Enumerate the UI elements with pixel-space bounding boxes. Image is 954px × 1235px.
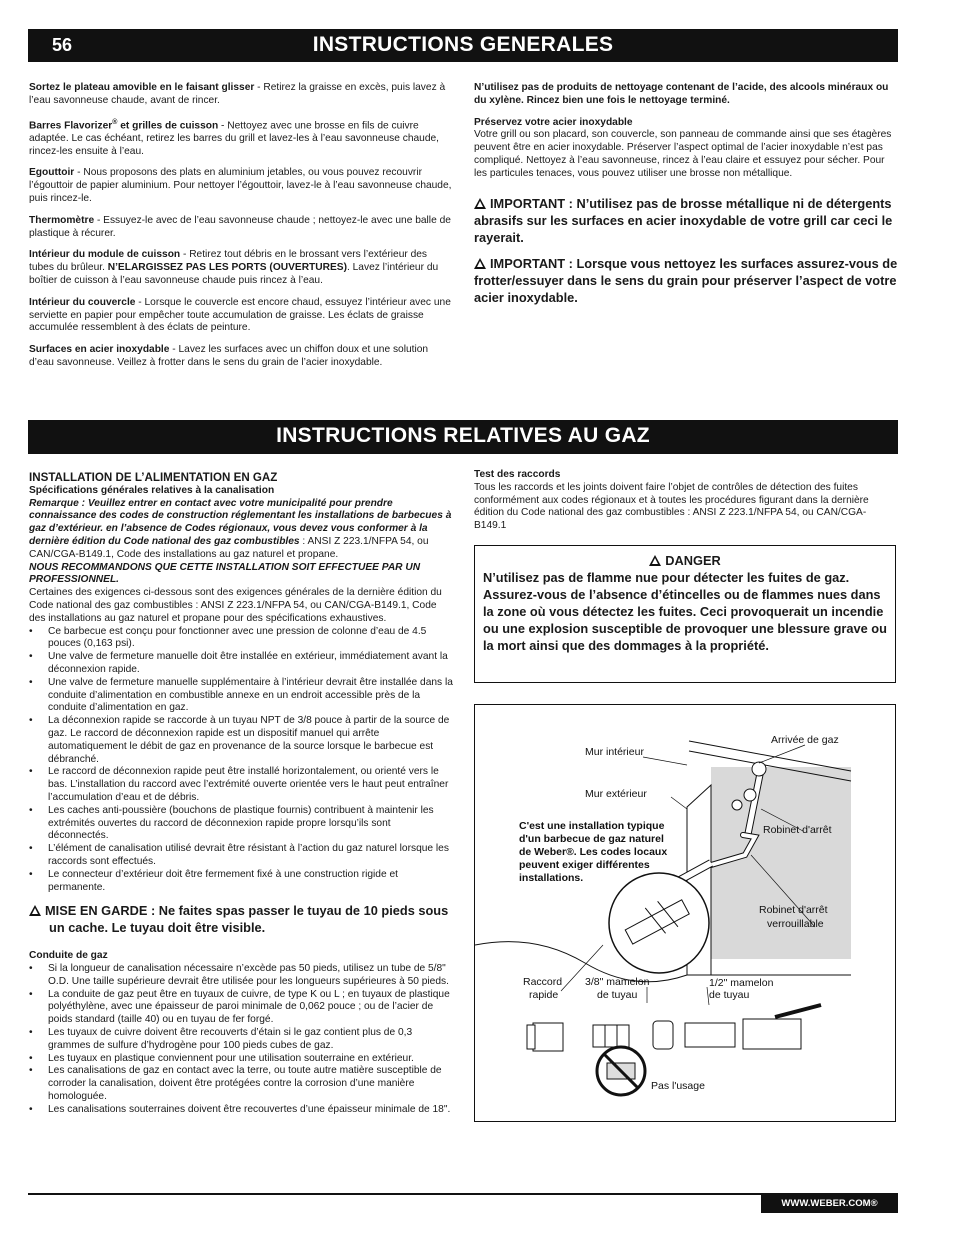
paragraph-tray: Sortez le plateau amovible en le faisant glisser - Retirez la graisse en excès, puis lavez à l’eau savonneuse chaude, avant de rincer. [29, 82, 446, 106]
svg-text:de Weber®. Les codes locaux: de Weber®. Les codes locaux [519, 846, 668, 858]
warning-icon [474, 198, 486, 209]
svg-text:C'est une installation typique: C'est une installation typique [519, 820, 665, 832]
list-item: • Les caches anti-poussière (bouchons de plastique fournis) contribuent à maintenir les extrémités ouvertes du raccord de déconnexion rapide propre lorsqu’ils sont déconnectés. [48, 805, 453, 843]
wall-inside-label: Mur intérieur [585, 746, 644, 758]
installation-illustration [475, 705, 895, 1121]
paragraph-lid: Intérieur du couvercle - Lorsque le couvercle est encore chaud, essuyez l’intérieur avec une serviette en papier pour empêcher toute accumulation de graisse. Les éclats de graisse accumulée ressemblent à des éclats de peinture. [29, 296, 451, 334]
cap-fitting [653, 1021, 673, 1049]
cleaning-warning: N’utilisez pas de produits de nettoyage contenant de l’acide, des alcools minéraux ou du xylène. Rincez bien une fois le nettoyage terminé. [474, 82, 889, 106]
section-title: INSTRUCTIONS GENERALES [312, 33, 614, 56]
interior-shade [711, 767, 851, 959]
list-item: • Une valve de fermeture manuelle supplémentaire à l’intérieur devrait être installée dans la conduite d’alimentation en combustible annexe en un endroit accessible près de la conduite d’alimentation en gaz. [48, 677, 453, 715]
svg-text:peuvent exiger différentes: peuvent exiger différentes [519, 859, 650, 871]
nipple12-label-2: de tuyau [709, 989, 750, 1001]
general-right-column [474, 82, 898, 315]
paragraph-flavorizer: Barres Flavorizer® et grilles de cuisson - Nettoyez avec une brosse en fils de cuivre adaptée. Le cas échéant, retirez les barres du grill et lavez-les à l’eau savonneuse chaude, rincez-les ensuite à l’eau. [29, 118, 440, 157]
no-use-icon [597, 1047, 645, 1095]
website-link[interactable]: WWW.WEBER.COM® [761, 1195, 898, 1213]
shutoff-label: Robinet d'arrêt [763, 824, 832, 836]
section-header-general [28, 29, 898, 62]
warning-icon [29, 905, 41, 916]
svg-text:installations.: installations. [519, 872, 584, 884]
paragraph-thermometer: Thermomètre - Essuyez-le avec de l’eau savonneuse chaude ; nettoyez-le avec une balle de plastique à récurer. [29, 214, 451, 239]
warning-icon [649, 555, 661, 566]
list-item: • Une valve de fermeture manuelle doit être installée en extérieur, immédiatement avant la déconnexion rapide. [48, 651, 453, 677]
preserve-text: Votre grill ou son placard, son couvercle, son panneau de commande ainsi que ses étagères peuvent être en acier inoxydable. Préserver l’aspect optimal de l’acier inoxydable n’est pas compliqué. Nettoyez à l’eau savonneuse, rincez à l’eau claire et essuyez pour sécher. Pour les particules tenaces, vous pouvez utiliser une brosse non métallique. [474, 129, 892, 179]
conduit-list [29, 963, 453, 1117]
page-number: 56 [52, 35, 73, 55]
list-item: • Si la longueur de canalisation nécessaire n’excède pas 50 pieds, utilisez un tube de 5/8" O.D. Une taille supérieure devrait être utilisée pour les longueurs supérieures à 50 pieds. [48, 963, 453, 989]
gas-inlet-label: Arrivée de gaz [771, 734, 839, 746]
list-item: • Les canalisations de gaz en contact avec la terre, ou toute autre matière susceptible de corroder la canalisation, doivent être protégées contre la corrosion d’une manière homologuée. [48, 1065, 453, 1103]
recommend: NOUS RECOMMANDONS QUE CETTE INSTALLATION SOIT EFFECTUEE PAR UN PROFESSIONNEL. [29, 561, 421, 586]
warning-icon [474, 258, 486, 269]
list-item: • Le raccord de déconnexion rapide peut être installé horizontalement, ou orienté vers le bas. L’installation du raccord avec l’extrémité ouverte orientée vers le haut peut entraîner l’accumulation d’eau et de débris. [48, 766, 453, 804]
important-1: IMPORTANT : N’utilisez pas de brosse métallique ni de détergents abrasifs sur les surfaces en acier inoxydable de votre grill car ceci le rayerait. [474, 195, 893, 245]
danger-box [474, 545, 896, 683]
caution: MISE EN GARDE : Ne faites spas passer le tuyau de 10 pieds sous un cache. Le tuyau doit être visible. [29, 902, 453, 936]
paragraph-cook-box: Intérieur du module de cuisson - Retirez tout débris en le brossant vers l’extérieur des tubes du brûleur. N’ELARGISSEZ PAS LES PORTS (OUVERTURES). Lavez l’intérieur du boîtier de cuisson à l’eau savonneuse chaude puis rincez à l’eau. [29, 249, 439, 286]
danger-title: DANGER [483, 552, 887, 569]
gas-left-column [29, 472, 453, 1117]
list-item: • L’élément de canalisation utilisé devrait être résistant à l’action du gaz naturel lorsque les raccords sont effectués. [48, 843, 453, 869]
lockable-valve-fitting [743, 1005, 821, 1049]
preserve-title: Préservez votre acier inoxydable [474, 116, 633, 128]
spec-title: Spécifications générales relatives à la canalisation [29, 484, 275, 496]
important-2: IMPORTANT : Lorsque vous nettoyez les surfaces assurez-vous de frotter/essuyer dans le sens du grain pour préserver l’aspect de votre acier inoxydable. [474, 255, 898, 305]
gas-right-column [474, 469, 898, 533]
test-title: Test des raccords [474, 469, 561, 480]
conduit-title: Conduite de gaz [29, 950, 108, 962]
svg-text:d'un barbecue de gaz naturel: d'un barbecue de gaz naturel [519, 833, 664, 845]
not-use-label: Pas l'usage [651, 1080, 705, 1092]
section-title: INSTRUCTIONS RELATIVES AU GAZ [276, 424, 650, 447]
nipple-1-2-fitting [685, 1023, 735, 1047]
section-header-gas [28, 420, 898, 454]
paragraph-drip-tray: Egouttoir - Nous proposons des plats en aluminium jetables, ou vous pouvez recouvrir l’égouttoir de papier aluminium. Pour nettoyer l’égouttoir, lavez-le à l’eau savonneuse chaude, puis rincez-le. [29, 167, 452, 204]
danger-text: N’utilisez pas de flamme nue pour détecter les fuites de gaz. Assurez-vous de l’absence d’étincelles ou de flammes nues dans la zone où vous détectez les fuites. Ceci provoquerait un incendie ou une explosion susceptible de provoquer une blessure grave ou la mort ainsi que des dommages à la propriété. [483, 570, 887, 653]
install-title: INSTALLATION DE L’ALIMENTATION EN GAZ [29, 471, 278, 484]
list-item: • Les tuyaux de cuivre doivent être recouverts d’étain si le gaz contient plus de 0,3 grammes de sulfure d’hydrogène pour 100 pieds cubes de gaz. [48, 1027, 453, 1053]
list-item: • Ce barbecue est conçu pour fonctionner avec une pression de colonne d’eau de 4.5 pouces (0,163 psi). [48, 626, 453, 652]
general-left-column [29, 82, 453, 379]
nipple38-label-2: de tuyau [597, 989, 638, 1001]
quick-label-2: rapide [529, 989, 559, 1001]
intro: Certaines des exigences ci-dessous sont des exigences générales de la dernière édition du Code national des gaz combustibles : ANSI Z 223.1/NFPA 54, ou CAN/CGA-B149.1, Code des installations au gaz naturel et propane pour des spécifications exhaustives. [29, 587, 442, 624]
nipple-3-8-fitting [593, 1025, 629, 1047]
list-item: • Le connecteur d’extérieur doit être fermement fixé à une construction rigide et permanente. [48, 869, 453, 895]
paragraph-stainless: Surfaces en acier inoxydable - Lavez les surfaces avec un chiffon doux et une solution d’eau savonneuse. Veillez à frotter dans le sens du grain de l’acier inoxydable. [29, 344, 429, 368]
nipple38-label-1: 3/8" mamelon [585, 976, 650, 988]
lockable-label-1: Robinet d'arrêt [759, 904, 828, 916]
list-item: • La déconnexion rapide se raccorde à un tuyau NPT de 3/8 pouce à partir de la source de gaz. Le raccord de déconnexion rapide est un dispositif manuel qui arrête automatiquement le débit de gaz en provenance de la source lorsque le barbecue est débranché. [48, 715, 453, 766]
nipple12-label-1: 1/2" mamelon [709, 977, 774, 989]
lockable-label-2: verrouillable [767, 918, 824, 930]
list-item: • Les canalisations souterraines doivent être recouvertes d’une épaisseur minimale de 18". [48, 1104, 453, 1117]
quick-label-1: Raccord [523, 976, 563, 988]
remark: Remarque : Veuillez entrer en contact avec votre municipalité pour prendre connaissance des codes de construction réglementant les installations de barbecues à gaz d’extérieur. en l’absence de Codes régionaux, vous devez vous conformer à la dernière édition du Code national des gaz combustibles : ANSI Z 223.1/NFPA 54, ou CAN/CGA-B149.1, Code des installations au gaz naturel et propane. [29, 497, 452, 560]
wall-outside-label: Mur extérieur [585, 788, 647, 800]
quick-connect-fitting [527, 1023, 563, 1051]
spec-list [29, 626, 453, 895]
list-item: • Les tuyaux en plastique conviennent pour une utilisation souterraine en extérieur. [48, 1053, 453, 1066]
gas-installation-diagram [474, 704, 896, 1122]
list-item: • La conduite de gaz peut être en tuyaux de cuivre, de type K ou L ; en tuyaux de plastique polyéthylène, avec une épaisseur de paroi minimale de 0,062 pouce ; ou de l’acier de poids standard (taille 40) ou en tuyau de fer forgé. [48, 989, 453, 1027]
test-text: Tous les raccords et les joints doivent faire l’objet de contrôles de détection des fuites conformément aux codes régionaux et à toutes les procédures figurant dans la dernière édition du Code national des gaz combustibles : ANSI Z 223.1/NFPA 54, ou CAN/CGA-B149.1 [474, 481, 869, 532]
